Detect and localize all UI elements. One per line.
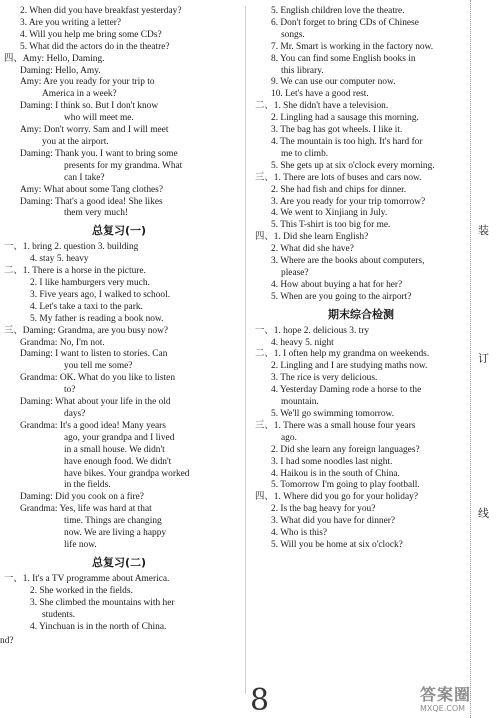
answer-line: 5. Tomorrow I'm going to play football. xyxy=(271,480,420,491)
answer-line: 四、Amy: Hello, Daming. xyxy=(4,53,105,64)
answer-line: please? xyxy=(281,267,309,278)
right-answer-column xyxy=(251,6,471,552)
answer-line: 2. Lingling and I are studying maths now. xyxy=(271,361,428,372)
answer-line: Amy: Don't worry. Sam and I will meet xyxy=(20,125,169,136)
answer-line: 二、1. There is a horse in the picture. xyxy=(4,266,146,277)
answer-line: 7. Mr. Smart is working in the factory now. xyxy=(271,41,434,52)
answer-line: 2. When did you have breakfast yesterday? xyxy=(20,6,182,16)
answer-line: songs. xyxy=(281,29,305,40)
answer-line: Daming: That's a good idea! She likes xyxy=(20,196,163,207)
answer-line: have enough food. We didn't xyxy=(64,456,172,467)
answer-line: presents for my grandma. What xyxy=(64,160,183,171)
answer-line: 5. This T-shirt is too big for me. xyxy=(271,220,391,231)
answer-line: mountain. xyxy=(281,397,319,408)
answer-line: 2. Did she learn any foreign languages? xyxy=(271,444,420,455)
answer-line: Daming: Did you cook on a fire? xyxy=(20,492,144,503)
section-heading: 期末综合检测 xyxy=(328,307,394,321)
answer-line: 三、Daming: Grandma, are you busy now? xyxy=(4,325,169,336)
answer-line: 2. Is the bag heavy for you? xyxy=(271,504,376,515)
binding-dotted-line xyxy=(470,0,471,718)
answer-line: 三、1. There are lots of buses and cars now. xyxy=(255,172,422,183)
answer-line: 4. stay 5. heavy xyxy=(30,254,89,265)
answer-line: 2. She had fish and chips for dinner. xyxy=(271,184,407,195)
answer-line: 2. She worked in the fields. xyxy=(30,585,133,596)
answer-line: Daming: Thank you. I want to bring some xyxy=(20,148,178,159)
answer-line: in a small house. We didn't xyxy=(64,444,165,455)
answer-line: 5. She gets up at six o'clock every morning. xyxy=(271,160,435,171)
binding-mark-xian: 线 xyxy=(478,507,489,520)
answer-line: time. Things are changing xyxy=(64,516,162,527)
answer-line: 8. You can find some English books in xyxy=(271,53,416,64)
answer-line: 四、1. Where did you go for your holiday? xyxy=(255,492,418,503)
answer-line: 4. heavy 5. night xyxy=(271,337,334,348)
answer-line: to? xyxy=(64,385,76,396)
section-heading: 总复习(一) xyxy=(91,224,147,238)
answer-line: 一、1. hope 2. delicious 3. try xyxy=(255,325,370,336)
watermark-text: 答案圈 xyxy=(420,685,472,704)
answer-line: 3. What did you have for dinner? xyxy=(271,516,396,527)
answer-line: 3. The bag has got wheels. I like it. xyxy=(271,125,403,136)
answer-line: 4. Will you help me bring some CDs? xyxy=(20,29,162,40)
answer-line: 二、1. She didn't have a television. xyxy=(255,101,389,112)
answer-line: 5. My father is reading a book now. xyxy=(30,313,164,324)
answer-line: Daming: What about your life in the old xyxy=(20,397,171,408)
answer-line: 3. I had some noodles last night. xyxy=(271,456,393,467)
answer-line: 4. Yinchuan is in the north of China. xyxy=(30,621,167,632)
answer-line: Grandma: It's a good idea! Many years xyxy=(20,420,166,431)
answer-line: 2. I like hamburgers very much. xyxy=(30,278,150,289)
page-number: 8 xyxy=(250,683,270,718)
answer-line: 一、1. It's a TV programme about America. xyxy=(4,573,170,584)
answer-line: 3. Are you writing a letter? xyxy=(20,17,122,28)
watermark-logo xyxy=(420,686,498,716)
answer-line: 5. When are you going to the airport? xyxy=(271,291,412,302)
answer-line: life now. xyxy=(64,539,97,550)
section-heading: 总复习(二) xyxy=(91,555,147,569)
answer-line: now. We are living a happy xyxy=(64,528,167,539)
answer-line: 三、1. There was a small house four years xyxy=(255,420,416,431)
answer-line: me to climb. xyxy=(281,148,329,159)
answer-line: Amy: Are you ready for your trip to xyxy=(20,77,155,88)
answer-line: 3. Five years ago, I walked to school. xyxy=(30,289,171,300)
answer-line: 4. Let's take a taxi to the park. xyxy=(30,301,143,312)
answer-line: 4. We went to Xinjiang in July. xyxy=(271,208,388,219)
answer-line: Daming: I think so. But I don't know xyxy=(20,101,159,112)
answer-line: Grandma: Yes, life was hard at that xyxy=(20,504,152,515)
answer-line: 6. Don't forget to bring CDs of Chinese xyxy=(271,17,419,28)
answer-line: 一、1. bring 2. question 3. building xyxy=(4,242,139,253)
answer-line: 2. Lingling had a sausage this morning. xyxy=(271,113,419,124)
answer-line: Grandma: OK. What do you like to listen xyxy=(20,373,176,384)
answer-line: Daming: Hello, Amy. xyxy=(20,65,101,76)
answer-line: this library. xyxy=(281,65,324,76)
answer-line: America in a week? xyxy=(42,89,117,100)
answer-line: 4. Yesterday Daming rode a horse to the xyxy=(271,385,422,396)
answer-line: can I take? xyxy=(64,172,105,183)
answer-line: 10. Let's have a good rest. xyxy=(271,89,369,100)
watermark-url: MXQE.COM xyxy=(420,704,466,713)
answer-line: 二、1. I often help my grandma on weekends. xyxy=(255,349,430,360)
answer-line: 5. Will you be home at six o'clock? xyxy=(271,539,403,550)
answer-line: in the fields. xyxy=(64,480,111,491)
left-answer-column xyxy=(0,6,238,633)
answer-line: Daming: I want to listen to stories. Can xyxy=(20,349,168,360)
answer-line: 四、1. Did she learn English? xyxy=(255,232,369,243)
cut-off-margin-text: nd? xyxy=(0,636,14,646)
answer-line: 4. The mountain is too high. It's hard for xyxy=(271,136,423,147)
answer-line: 3. Where are the books about computers, xyxy=(271,256,425,267)
answer-line: 5. We'll go swimming tomorrow. xyxy=(271,409,395,419)
binding-mark-ding: 订 xyxy=(478,352,489,365)
answer-line: you tell me some? xyxy=(64,361,133,372)
answer-line: have bikes. Your grandpa worked xyxy=(64,468,190,479)
answer-line: who will meet me. xyxy=(64,113,134,124)
column-divider xyxy=(245,6,246,694)
answer-line: days? xyxy=(64,409,86,419)
answer-line: ago. xyxy=(281,432,297,443)
answer-line: 4. Who is this? xyxy=(271,528,328,539)
answer-line: 5. English children love the theatre. xyxy=(271,6,405,16)
answer-line: them very much! xyxy=(64,208,129,219)
answer-line: 4. Haikou is in the south of China. xyxy=(271,468,400,479)
answer-line: 9. We can use our computer now. xyxy=(271,77,396,88)
answer-line: ago, your grandpa and I lived xyxy=(64,432,175,443)
answer-line: students. xyxy=(42,609,76,620)
answer-line: Amy: What about some Tang clothes? xyxy=(20,184,163,195)
answer-line: 3. She climbed the mountains with her xyxy=(30,597,175,608)
answer-line: 3. The rice is very delicious. xyxy=(271,373,378,384)
answer-line: 5. What did the actors do in the theatre? xyxy=(20,41,170,52)
answer-line: 3. Are you ready for your trip tomorrow? xyxy=(271,196,426,207)
answer-line: you at the airport. xyxy=(42,136,109,147)
answer-line: 4. How about buying a hat for her? xyxy=(271,279,403,290)
binding-mark-zhuang: 装 xyxy=(478,224,489,237)
answer-line: 2. What did she have? xyxy=(271,244,354,255)
answer-line: Grandma: No, I'm not. xyxy=(20,337,105,348)
